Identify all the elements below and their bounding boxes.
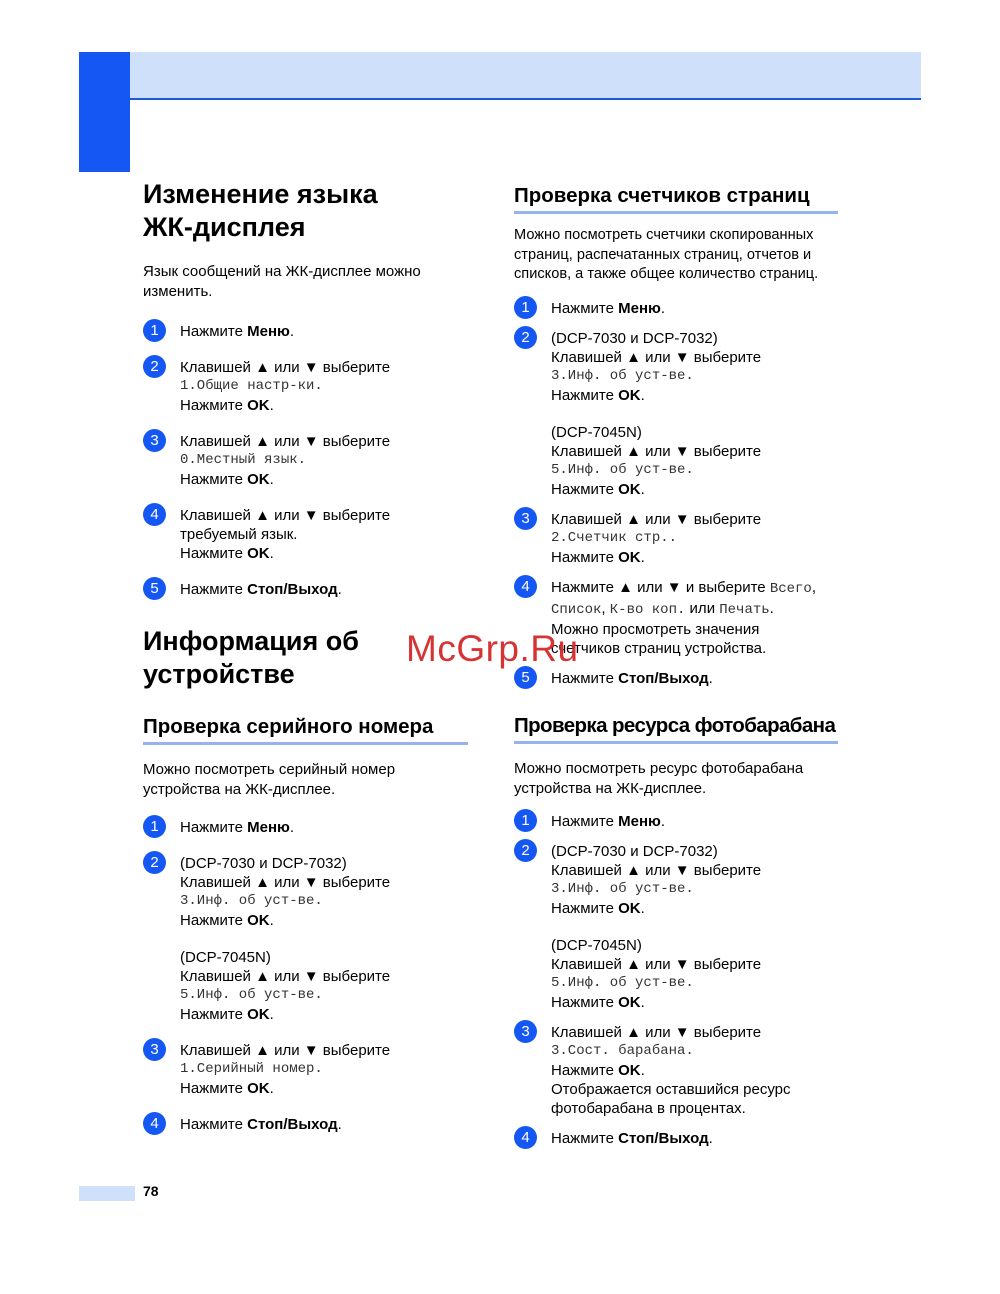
punctuation: .	[640, 899, 645, 917]
step-text: Нажмите	[180, 471, 248, 488]
model-label: (DCP-7030 и DCP-7032)	[551, 842, 718, 860]
lcd-menu-item: 3.Сост. барабана.	[551, 1042, 694, 1059]
lcd-menu-item: 5.Инф. об уст-ве.	[551, 974, 694, 991]
step-drum-4	[514, 1129, 849, 1148]
step-text: счетчиков страниц устройства.	[551, 639, 767, 657]
punctuation: .	[640, 993, 645, 1011]
punctuation: ,	[601, 599, 610, 617]
step-number-badge: 4	[514, 575, 537, 598]
step-lang-1	[143, 322, 478, 341]
lcd-menu-item: 3.Инф. об уст-ве.	[180, 893, 323, 909]
step-text: Клавишей ▲ или ▼ выберите	[180, 507, 391, 524]
watermark: McGrp.Ru	[406, 628, 579, 669]
intro-lcd-language: Язык сообщений на ЖК-дисплее можно изменить.	[143, 263, 421, 300]
model-label: (DCP-7045N)	[551, 936, 642, 954]
key-label: OK	[247, 912, 270, 929]
subsection-title-page-counters: Проверка счетчиков страниц	[514, 182, 838, 214]
punctuation: ,	[811, 578, 816, 596]
step-counters-1	[514, 299, 849, 318]
punctuation: .	[640, 480, 645, 498]
step-text: Нажмите	[551, 299, 619, 317]
step-text: Клавишей ▲ или ▼ выберите	[180, 1042, 391, 1059]
step-number-badge: 2	[143, 355, 166, 378]
step-text: Нажмите	[180, 1116, 248, 1133]
step-text: фотобарабана в процентах.	[551, 1099, 746, 1117]
step-serial-4	[143, 1115, 478, 1134]
model-label: (DCP-7030 и DCP-7032)	[551, 329, 718, 347]
step-text: или	[685, 599, 720, 617]
key-label: Меню	[247, 819, 290, 836]
step-text: Нажмите	[551, 812, 619, 830]
step-text: Нажмите	[180, 1006, 248, 1023]
step-number-badge: 3	[143, 1038, 166, 1061]
punctuation: .	[337, 581, 342, 598]
lcd-menu-item: 5.Инф. об уст-ве.	[180, 987, 323, 1003]
press-ok-line	[551, 386, 849, 405]
step-number-badge: 5	[143, 577, 166, 600]
spacer	[551, 405, 849, 423]
punctuation: .	[337, 1116, 342, 1133]
step-text: Клавишей ▲ или ▼ выберите	[180, 874, 391, 891]
step-text: Нажмите	[551, 993, 619, 1011]
key-label: OK	[618, 899, 641, 917]
punctuation: .	[269, 545, 274, 562]
step-number-badge: 2	[143, 851, 166, 874]
step-text-line	[551, 599, 849, 620]
punctuation: .	[640, 386, 645, 404]
step-lang-5	[143, 580, 478, 599]
press-ok-line	[180, 470, 478, 489]
chapter-tab-marker	[79, 52, 130, 172]
step-text: Клавишей ▲ или ▼ выберите	[551, 861, 762, 879]
step-text: Клавишей ▲ или ▼ выберите	[180, 968, 391, 985]
lcd-menu-item: 3.Инф. об уст-ве.	[551, 880, 694, 897]
step-number-badge: 2	[514, 326, 537, 349]
step-number-badge: 3	[143, 429, 166, 452]
step-text: Нажмите	[180, 397, 248, 414]
step-text: Можно просмотреть значения	[551, 620, 760, 638]
key-label: OK	[247, 397, 270, 414]
lcd-menu-item: 3.Инф. об уст-ве.	[551, 367, 694, 384]
step-number-badge: 3	[514, 507, 537, 530]
step-text: Нажмите	[180, 1080, 248, 1097]
step-text-line	[551, 578, 849, 599]
press-ok-line	[180, 1005, 478, 1024]
subsection-title-serial: Проверка серийного номера	[143, 713, 468, 745]
step-number-badge: 4	[514, 1126, 537, 1149]
intro-serial: Можно посмотреть серийный номер устройства на ЖК-дисплее.	[143, 761, 396, 798]
press-ok-line	[551, 993, 849, 1012]
model-label: (DCP-7045N)	[551, 423, 642, 441]
key-label: OK	[618, 480, 641, 498]
step-number-badge: 5	[514, 666, 537, 689]
press-ok-line	[180, 396, 478, 415]
step-text: Нажмите ▲ или ▼ и выберите	[551, 578, 770, 596]
step-lang-4	[143, 506, 478, 563]
step-drum-1	[514, 812, 849, 831]
step-number-badge: 1	[143, 319, 166, 342]
step-text: Клавишей ▲ или ▼ выберите	[551, 510, 762, 528]
step-text: Клавишей ▲ или ▼ выберите	[551, 1023, 762, 1041]
press-ok-line	[551, 899, 849, 918]
intro-page-counters: Можно посмотреть счетчики скопированных страниц, распечатанных страниц, отчетов и списков, а также общее количество страниц.	[514, 227, 819, 282]
step-text: Нажмите	[551, 1129, 619, 1147]
step-text: Нажмите	[551, 480, 619, 498]
step-counters-5	[514, 669, 849, 688]
key-label: OK	[618, 386, 641, 404]
punctuation: .	[269, 1006, 274, 1023]
lcd-menu-item: 5.Инф. об уст-ве.	[551, 461, 694, 478]
press-ok-line	[551, 480, 849, 499]
step-number-badge: 1	[143, 815, 166, 838]
press-ok-line	[180, 544, 478, 563]
step-number-badge: 1	[514, 296, 537, 319]
lcd-option-total: Всего	[769, 580, 812, 597]
model-label: (DCP-7045N)	[180, 949, 271, 966]
lcd-menu-item: 2.Счетчик стр..	[551, 529, 678, 546]
step-text: требуемый язык.	[180, 526, 298, 543]
lcd-menu-item: 1.Серийный номер.	[180, 1061, 323, 1077]
step-text: Нажмите	[551, 386, 619, 404]
step-text: Нажмите	[180, 819, 248, 836]
key-label: OK	[247, 1080, 270, 1097]
punctuation: .	[289, 323, 295, 340]
punctuation: .	[269, 1080, 274, 1097]
page-number: 78	[143, 1183, 159, 1199]
step-text: Клавишей ▲ или ▼ выберите	[551, 442, 762, 460]
step-text: Клавишей ▲ или ▼ выберите	[551, 348, 762, 366]
step-text: Нажмите	[551, 548, 619, 566]
step-lang-2	[143, 358, 478, 415]
lcd-menu-item: 0.Местный язык.	[180, 452, 307, 468]
spacer	[551, 918, 849, 936]
step-counters-3	[514, 510, 849, 567]
key-label: Меню	[618, 299, 661, 317]
section-title-lcd-language: Изменение языка ЖК-дисплея	[143, 179, 378, 242]
key-label: OK	[618, 548, 641, 566]
step-number-badge: 4	[143, 1112, 166, 1135]
step-text: Нажмите	[180, 912, 248, 929]
punctuation: .	[708, 1129, 713, 1147]
punctuation: .	[769, 599, 774, 617]
lcd-option-list: Список	[551, 601, 602, 618]
punctuation: .	[269, 912, 274, 929]
step-text: Клавишей ▲ или ▼ выберите	[551, 955, 762, 973]
step-drum-2	[514, 842, 849, 1012]
key-label: Стоп/Выход	[618, 669, 709, 687]
step-serial-1	[143, 818, 478, 837]
key-label: Меню	[247, 323, 290, 340]
punctuation: .	[289, 819, 295, 836]
punctuation: .	[660, 812, 666, 830]
subsection-title-drum: Проверка ресурса фотобарабана	[514, 712, 838, 744]
step-text: Нажмите	[551, 1061, 619, 1079]
key-label: OK	[618, 993, 641, 1011]
press-ok-line	[180, 1079, 478, 1098]
key-label: OK	[247, 545, 270, 562]
lcd-option-copies: К-во коп.	[609, 601, 686, 618]
step-serial-3	[143, 1041, 478, 1098]
key-label: OK	[618, 1061, 641, 1079]
step-text: Клавишей ▲ или ▼ выберите	[180, 359, 391, 376]
step-number-badge: 2	[514, 839, 537, 862]
step-text: Клавишей ▲ или ▼ выберите	[180, 433, 391, 450]
step-number-badge: 4	[143, 503, 166, 526]
press-ok-line	[551, 1061, 849, 1080]
key-label: Стоп/Выход	[247, 581, 338, 598]
header-band	[129, 52, 921, 100]
punctuation: .	[708, 669, 713, 687]
key-label: OK	[247, 471, 270, 488]
punctuation: .	[640, 1061, 645, 1079]
step-number-badge: 3	[514, 1020, 537, 1043]
step-lang-3	[143, 432, 478, 489]
lcd-menu-item: 1.Общие настр-ки.	[180, 378, 323, 394]
key-label: OK	[247, 1006, 270, 1023]
press-ok-line	[180, 911, 478, 930]
step-number-badge: 1	[514, 809, 537, 832]
step-text: Нажмите	[180, 545, 248, 562]
spacer	[180, 930, 478, 948]
step-text: Нажмите	[180, 323, 248, 340]
punctuation: .	[640, 548, 645, 566]
punctuation: .	[660, 299, 666, 317]
intro-drum: Можно посмотреть ресурс фотобарабана устройства на ЖК-дисплее.	[514, 759, 804, 797]
step-drum-3	[514, 1023, 849, 1118]
lcd-option-print: Печать	[719, 601, 770, 618]
model-label: (DCP-7030 и DCP-7032)	[180, 855, 347, 872]
section-title-device-info: Информация об устройстве	[143, 626, 359, 689]
step-text: Нажмите	[551, 669, 619, 687]
page-number-tab	[79, 1186, 135, 1201]
step-text: Нажмите	[551, 899, 619, 917]
press-ok-line	[551, 548, 849, 567]
step-text: Нажмите	[180, 581, 248, 598]
key-label: Стоп/Выход	[247, 1116, 338, 1133]
key-label: Стоп/Выход	[618, 1129, 709, 1147]
punctuation: .	[269, 471, 274, 488]
key-label: Меню	[618, 812, 661, 830]
step-serial-2	[143, 854, 478, 1024]
punctuation: .	[269, 397, 274, 414]
step-counters-2	[514, 329, 849, 499]
step-text: Отображается оставшийся ресурс	[551, 1080, 791, 1098]
